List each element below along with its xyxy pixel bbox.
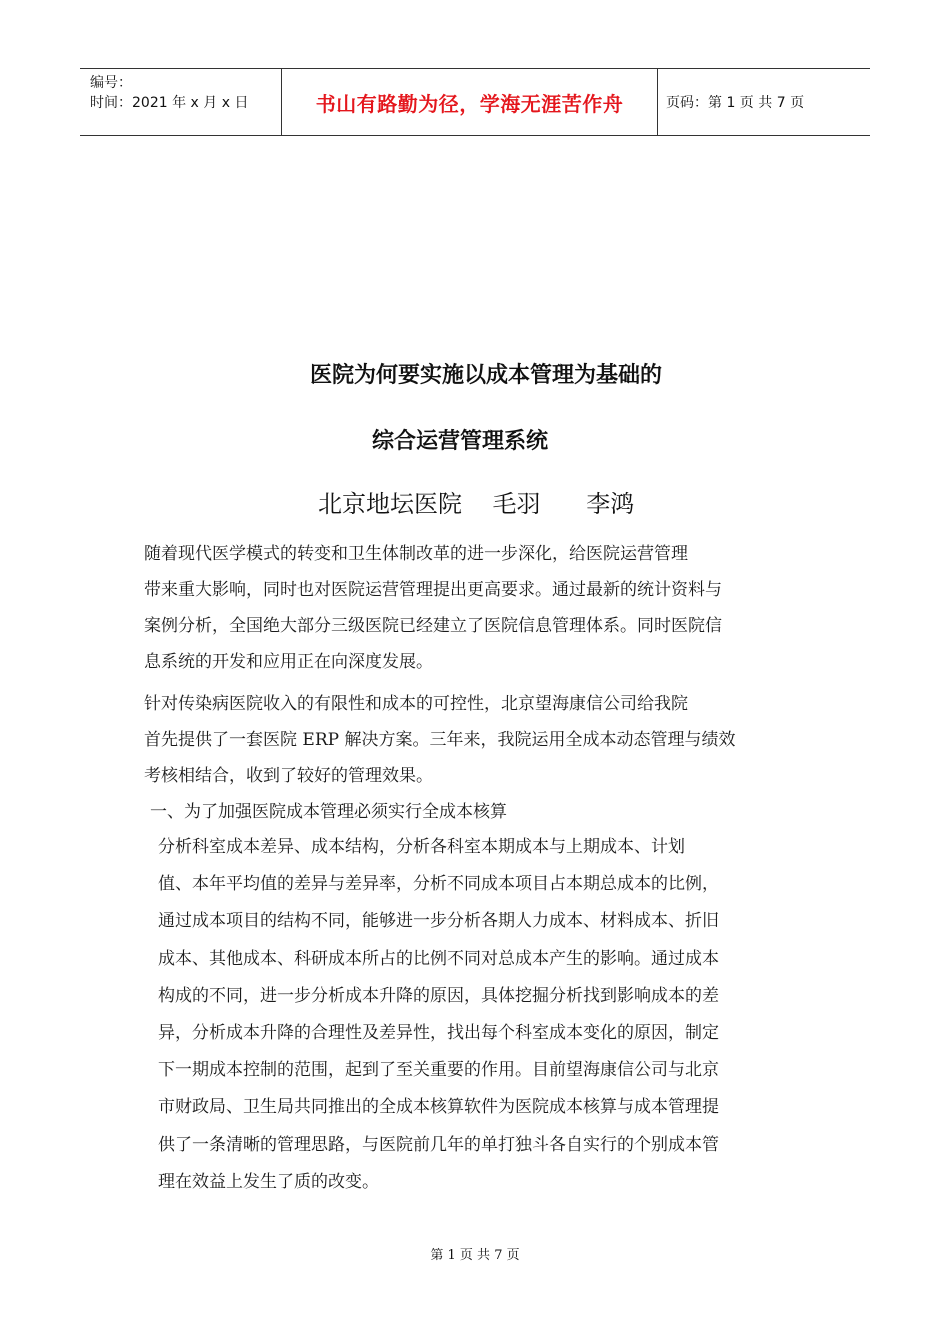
paragraph-line: 考核相结合，收到了较好的管理效果。 bbox=[144, 766, 433, 786]
header-page-info: 页码：第 1 页 共 7 页 bbox=[666, 95, 805, 111]
paragraph-line: 首先提供了一套医院 ERP 解决方案。三年来，我院运用全成本动态管理与绩效 bbox=[144, 730, 736, 750]
paragraph-line: 案例分析，全国绝大部分三级医院已经建立了医院信息管理体系。同时医院信 bbox=[144, 616, 722, 636]
header-time-label: 时间：2021 年 x 月 x 日 bbox=[90, 95, 249, 111]
paragraph-2 bbox=[144, 686, 809, 794]
document-title-line-2: 综合运营管理系统 bbox=[372, 429, 549, 454]
paragraph-line: 值、本年平均值的差异与差异率，分析不同成本项目占本期总成本的比例， bbox=[158, 874, 719, 895]
paragraph-3 bbox=[158, 829, 808, 1201]
document-header bbox=[80, 68, 870, 136]
paragraph-line: 带来重大影响，同时也对医院运营管理提出更高要求。通过最新的统计资料与 bbox=[144, 580, 722, 600]
paragraph-line: 异，分析成本升降的合理性及差异性，找出每个科室成本变化的原因，制定 bbox=[158, 1023, 719, 1044]
paragraph-line: 通过成本项目的结构不同，能够进一步分析各期人力成本、材料成本、折旧 bbox=[158, 911, 719, 932]
header-motto: 书山有路勤为径，学海无涯苦作舟 bbox=[282, 69, 658, 135]
paragraph-line: 构成的不同，进一步分析成本升降的原因，具体挖掘分析找到影响成本的差 bbox=[158, 985, 719, 1006]
page-footer: 第 1 页 共 7 页 bbox=[430, 1248, 520, 1263]
header-meta bbox=[80, 69, 282, 135]
paragraph-line: 随着现代医学模式的转变和卫生体制改革的进一步深化，给医院运营管理 bbox=[144, 544, 688, 564]
paragraph-line: 针对传染病医院收入的有限性和成本的可控性，北京望海康信公司给我院 bbox=[144, 694, 688, 714]
document-authors: 北京地坛医院 毛羽 李鸿 bbox=[318, 490, 635, 518]
header-number-label: 编号： bbox=[90, 75, 132, 91]
paragraph-line: 息系统的开发和应用正在向深度发展。 bbox=[144, 652, 433, 672]
document-title-line-1: 医院为何要实施以成本管理为基础的 bbox=[310, 363, 663, 388]
paragraph-line: 成本、其他成本、科研成本所占的比例不同对总成本产生的影响。通过成本 bbox=[158, 948, 719, 969]
paragraph-line: 分析科室成本差异、成本结构，分析各科室本期成本与上期成本、计划 bbox=[158, 837, 685, 857]
paragraph-line: 下一期成本控制的范围，起到了至关重要的作用。目前望海康信公司与北京 bbox=[158, 1060, 719, 1081]
section-heading: 一、为了加强医院成本管理必须实行全成本核算 bbox=[150, 802, 507, 822]
paragraph-line: 理在效益上发生了质的改变。 bbox=[158, 1171, 379, 1192]
paragraph-1 bbox=[144, 536, 809, 680]
paragraph-line: 供了一条清晰的管理思路，与医院前几年的单打独斗各自实行的个别成本管 bbox=[158, 1134, 719, 1155]
paragraph-line: 市财政局、卫生局共同推出的全成本核算软件为医院成本核算与成本管理提 bbox=[158, 1097, 719, 1118]
